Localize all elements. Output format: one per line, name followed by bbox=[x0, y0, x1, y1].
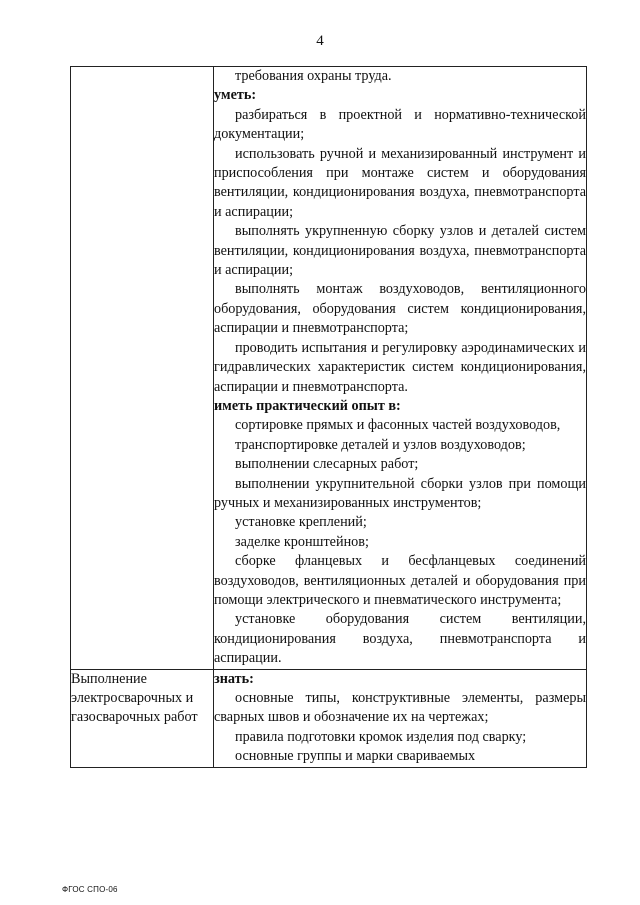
section-heading-practical-experience: иметь практический опыт в: bbox=[214, 397, 401, 414]
requirements-cell bbox=[214, 67, 587, 670]
table-row bbox=[71, 669, 587, 767]
requirement-line: установке оборудования систем вентиляции, кондиционирования воздуха, пневмотранспорта и аспирации. bbox=[214, 611, 586, 667]
requirement-line: разбираться в проектной и нормативно-технической документации; bbox=[214, 106, 586, 143]
requirement-line: выполнять укрупненную сборку узлов и деталей систем вентиляции, кондиционирования воздуха, пневмотранспорта и аспирации; bbox=[214, 223, 586, 279]
requirement-line: транспортировке деталей и узлов воздуховодов; bbox=[235, 436, 526, 453]
requirement-line: сборке фланцевых и бесфланцевых соединений воздуховодов, вентиляционных деталей и оборудования при помощи электрического и пневматического инструмента; bbox=[214, 553, 586, 608]
requirement-line: использовать ручной и механизированный инструмент и приспособления при монтаже систем и оборудования вентиляции, кондиционирования воздуха, пневмотранспорта и аспирации; bbox=[214, 145, 586, 220]
activity-cell bbox=[71, 67, 214, 670]
section-heading-umet: уметь: bbox=[214, 87, 257, 104]
requirement-line: заделке кронштейнов; bbox=[235, 533, 369, 550]
requirement-line: выполнении укрупнительной сборки узлов при помощи ручных и механизированных инструментов; bbox=[214, 475, 586, 511]
table-row bbox=[71, 67, 587, 670]
requirement-line: основные типы, конструктивные элементы, размеры сварных швов и обозначение их на чертежах; bbox=[214, 690, 586, 726]
requirement-line: выполнять монтаж воздуховодов, вентиляционного оборудования, оборудования систем кондиционирования, аспирации и пневмотранспорта; bbox=[214, 281, 586, 337]
competency-table bbox=[70, 66, 587, 768]
requirement-line: проводить испытания и регулировку аэродинамических и гидравлических характеристик систем кондиционирования, аспирации и пневмотранспорта. bbox=[214, 339, 586, 395]
page-number: 4 bbox=[316, 33, 324, 49]
requirements-cell bbox=[214, 669, 587, 767]
document-footer: ФГОС СПО-06 bbox=[62, 885, 118, 894]
section-heading-znat: знать: bbox=[214, 670, 254, 687]
requirement-line: выполнении слесарных работ; bbox=[235, 456, 419, 473]
activity-cell: Выполнение электросварочных и газосварочных работ bbox=[71, 669, 214, 767]
requirement-line: сортировке прямых и фасонных частей воздуховодов, bbox=[235, 417, 561, 434]
requirement-line: установке креплений; bbox=[235, 514, 367, 531]
requirement-line: правила подготовки кромок изделия под сварку; bbox=[235, 728, 527, 745]
requirement-line: требования охраны труда. bbox=[235, 68, 392, 84]
requirement-line: основные группы и марки свариваемых bbox=[235, 748, 476, 765]
